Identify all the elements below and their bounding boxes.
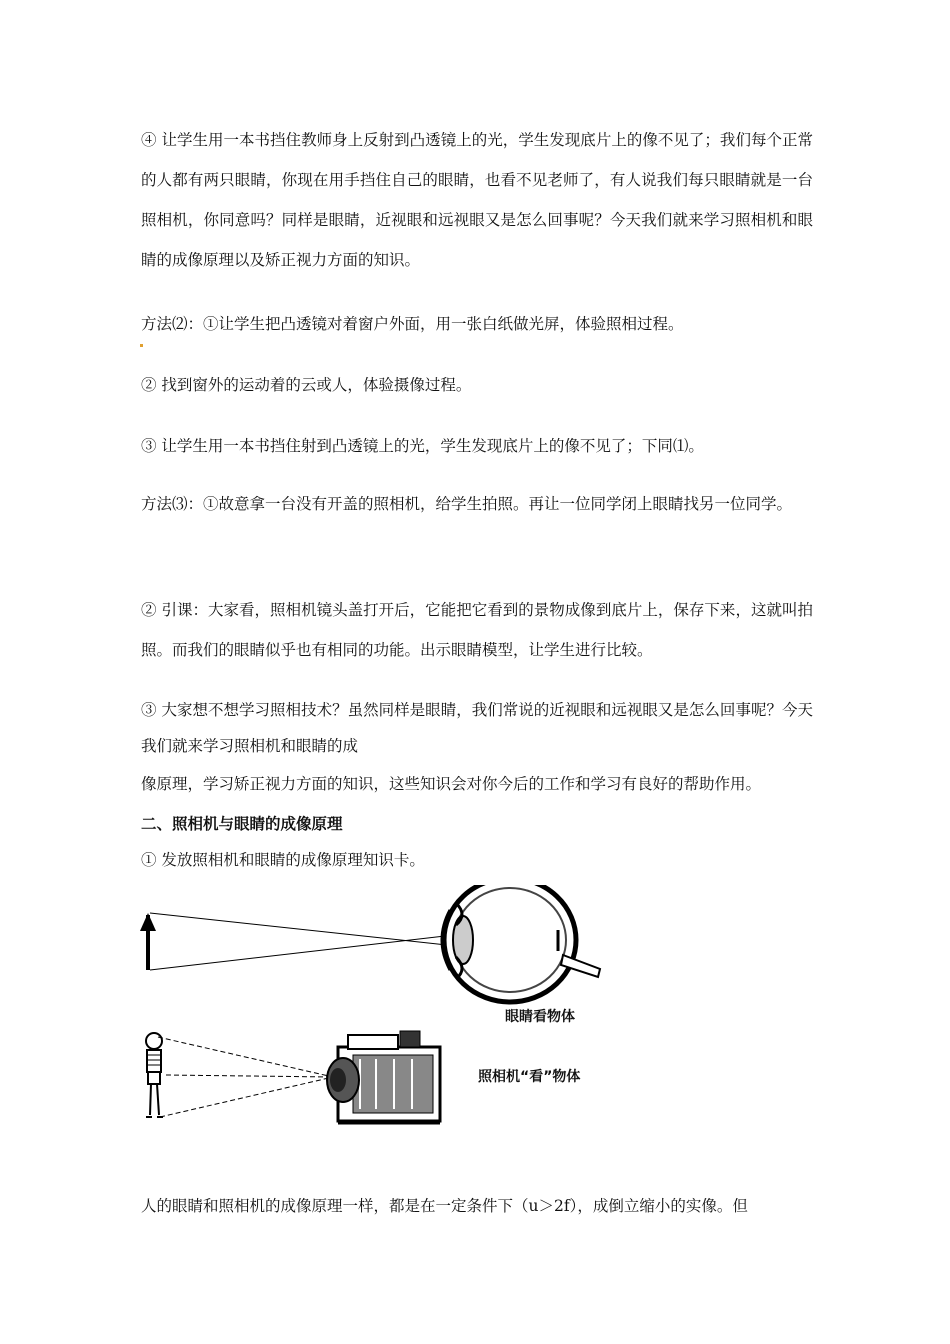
object-arrow-head bbox=[140, 913, 156, 931]
paragraph-method1-step4: ④ 让学生用一本书挡住教师身上反射到凸透镜上的光，学生发现底片上的像不见了；我们每个正常的人都有两只眼睛，你现在用手挡住自己的眼睛，也看不见老师了，有人说我们每只眼睛就是一台照相机，你同意吗？同样是眼睛，近视眼和远视眼又是怎么回事呢？今天我们就来学习照相机和眼睛的成像原理以及矫正视力方面的知识。 bbox=[141, 131, 813, 269]
ray-top bbox=[158, 1037, 333, 1077]
ray-middle bbox=[166, 1075, 333, 1077]
person-head bbox=[146, 1033, 162, 1049]
camera-imaging-diagram bbox=[138, 1025, 458, 1145]
paragraph-method2-step2: ② 找到窗外的运动着的云或人，体验摄像过程。 bbox=[141, 376, 472, 394]
annotation-mark bbox=[140, 344, 143, 347]
ray-bottom bbox=[160, 1077, 333, 1117]
paragraph-method3-step3: ③ 大家想不想学习照相技术？虽然同样是眼睛，我们常说的近视眼和远视眼又是怎么回事呢？今天我们就来学习照相机和眼睛的成 bbox=[141, 701, 813, 755]
paragraph-method2-step1: 方法⑵：①让学生把凸透镜对着窗户外面，用一张白纸做光屏，体验照相过程。 bbox=[141, 315, 684, 333]
person-body bbox=[147, 1050, 161, 1072]
camera-caption: 照相机“看”物体 bbox=[478, 1069, 581, 1085]
paragraph-knowledge-card: ① 发放照相机和眼睛的成像原理知识卡。 bbox=[141, 851, 425, 869]
paragraph-method3-step1: 方法⑶：①故意拿一台没有开盖的照相机，给学生拍照。再让一位同学闭上眼睛找另一位同学。 bbox=[141, 495, 793, 513]
paragraph-conclusion: 人的眼睛和照相机的成像原理一样，都是在一定条件下（u＞2f），成倒立缩小的实像。但 bbox=[141, 1197, 748, 1215]
section-heading: 二、照相机与眼睛的成像原理 bbox=[141, 815, 343, 833]
paragraph-method3-step3-cont: 像原理，学习矫正视力方面的知识，这些知识会对你今后的工作和学习有良好的帮助作用。 bbox=[141, 775, 762, 793]
paragraph-method3-step2: ② 引课：大家看，照相机镜头盖打开后，它能把它看到的景物成像到底片上，保存下来，这就叫拍照。而我们的眼睛似乎也有相同的功能。出示眼睛模型，让学生进行比较。 bbox=[141, 601, 813, 659]
paragraph-method2-step3: ③ 让学生用一本书挡住射到凸透镜上的光，学生发现底片上的像不见了；下同⑴。 bbox=[141, 437, 704, 455]
eye-caption: 眼睛看物体 bbox=[505, 1009, 575, 1025]
